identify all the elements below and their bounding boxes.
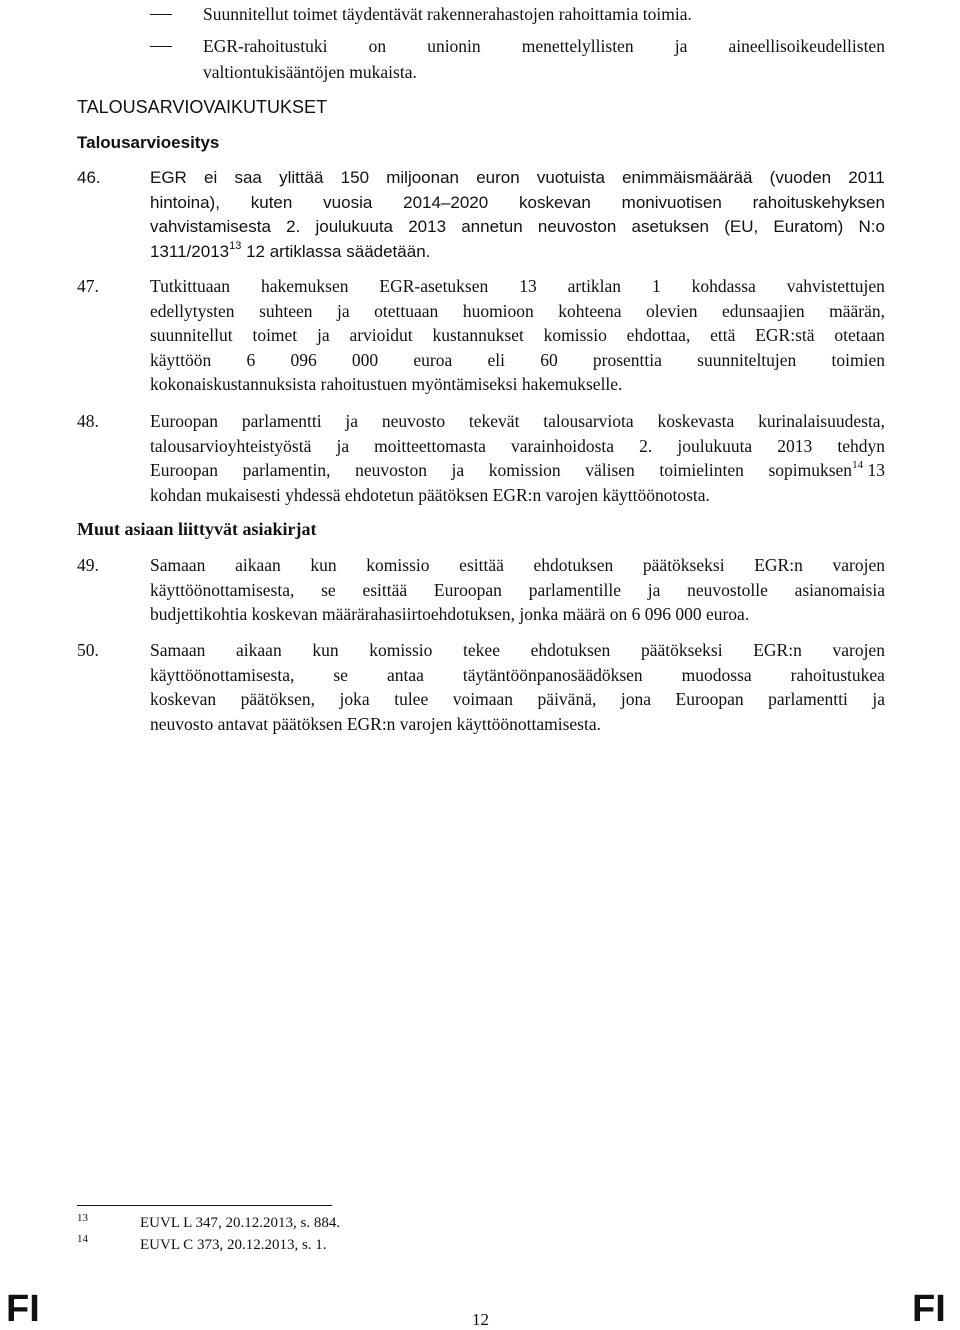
word: joulukuuta — [677, 435, 753, 456]
word: toimien — [831, 349, 885, 370]
word: komissio — [543, 325, 607, 345]
word: varojen — [832, 640, 885, 660]
word: aikaan — [235, 555, 281, 575]
word: ehdotuksen — [533, 555, 614, 575]
paragraph-50 — [150, 638, 885, 736]
word: varainhoidosta — [511, 435, 615, 456]
word: tekee — [463, 640, 500, 660]
paragraph-text: 12 artiklassa säädetään. — [241, 241, 431, 261]
footnote-ref[interactable]: 13 — [229, 239, 242, 252]
word: Euroopan — [433, 579, 502, 600]
bullet-text-justified — [203, 35, 885, 57]
word: tekevät — [468, 411, 520, 431]
word: hintoina), — [150, 192, 220, 212]
paragraph-number: 48. — [77, 411, 99, 431]
paragraph-46 — [150, 166, 885, 264]
word: Euratom) — [773, 217, 844, 236]
word: suhteen — [259, 300, 313, 321]
word: monivuotisen — [621, 192, 722, 212]
word: on — [368, 36, 387, 56]
word: 2. — [286, 217, 301, 236]
word: asianomaisia — [794, 579, 885, 600]
paragraph-row: kokonaiskustannuksista rahoitustuen myöntämiseksi hakemukselle. — [150, 374, 623, 394]
word: jona — [620, 689, 652, 709]
word: 2013 — [408, 217, 447, 236]
word: 1 — [651, 276, 661, 296]
paragraph-row — [150, 166, 885, 191]
word: eli — [487, 349, 505, 370]
word: 150 — [340, 168, 370, 187]
word: välisen — [585, 460, 635, 480]
word: kohdassa — [691, 276, 756, 296]
word: talousarvioyhteistyöstä — [150, 435, 312, 456]
word: 2014–2020 — [403, 192, 489, 212]
paragraph-row: budjettikohtia koskevan määrärahasiirtoehdotuksen, jonka määrä on 6 096 000 euroa. — [150, 604, 750, 624]
word: tulee — [394, 689, 429, 709]
paragraph-row — [150, 578, 885, 603]
word: ja — [345, 411, 359, 431]
word: päivänä, — [537, 689, 597, 709]
word: neuvostolle — [687, 579, 768, 600]
word: miljoonan — [386, 168, 459, 187]
word: käyttöönottamisesta, — [150, 664, 295, 685]
word: Euroopan — [150, 460, 219, 480]
word: varojen — [832, 555, 885, 575]
word: neuvoston — [355, 460, 428, 480]
word: käyttöön — [150, 349, 212, 370]
paragraph-row — [150, 409, 885, 434]
word: parlamentti — [768, 689, 848, 709]
language-code-left: FI — [6, 1288, 40, 1330]
word: 096 — [290, 349, 317, 370]
word: komissio — [366, 555, 430, 575]
paragraph-text: 13 — [863, 460, 885, 480]
word: esittää — [459, 555, 504, 575]
word: joka — [339, 689, 370, 709]
paragraph-number: 47. — [77, 276, 99, 296]
word: 2011 — [848, 168, 885, 187]
word: että — [710, 325, 736, 345]
footnote-separator — [77, 1205, 332, 1206]
paragraph-row — [150, 240, 885, 265]
word: rahoituskehyksen — [752, 192, 885, 212]
word: neuvoston — [537, 217, 617, 236]
word: komissio — [369, 640, 433, 660]
word: (EU, — [724, 217, 759, 236]
word: talousarviota — [543, 411, 634, 431]
word: saa — [234, 168, 262, 187]
word: edunsaajien — [721, 300, 805, 321]
word: täytäntöönpanosäädöksen — [462, 664, 643, 685]
bullet-text: valtiontukisääntöjen mukaista. — [203, 62, 417, 82]
word: hakemuksen — [260, 276, 349, 296]
paragraph-row — [150, 663, 885, 688]
word: ehdottaa, — [626, 325, 691, 345]
word: antaa — [386, 664, 424, 685]
word: 000 — [351, 349, 379, 370]
paragraph-number: 46. — [77, 168, 101, 187]
word: enimmäismäärää — [622, 168, 753, 187]
word: arvioidut — [349, 325, 413, 345]
word: (vuoden — [769, 168, 832, 187]
word: ei — [204, 168, 218, 187]
word: annetun — [461, 217, 523, 236]
bullet-dash — [150, 14, 172, 15]
word: aineellisoikeudellisten — [728, 36, 885, 56]
word: otetaan — [834, 325, 885, 345]
word: moitteettomasta — [374, 435, 486, 456]
word: parlamentille — [528, 579, 622, 600]
word: asetuksen — [631, 217, 709, 236]
word: prosenttia — [592, 349, 662, 370]
bullet-dash — [150, 46, 172, 47]
word: ja — [316, 325, 330, 345]
word: ja — [647, 579, 661, 600]
regulation-number: 1311/2013 — [150, 241, 230, 261]
page-number: 12 — [472, 1310, 489, 1329]
word: 6 — [246, 349, 256, 370]
subheading-related-documents: Muut asiaan liittyvät asiakirjat — [77, 519, 317, 539]
word: voimaan — [452, 689, 514, 709]
word: euron — [476, 168, 520, 187]
word: Tutkittuaan — [150, 276, 231, 296]
paragraph-row — [150, 191, 885, 216]
footnote-text: EUVL C 373, 20.12.2013, s. 1. — [140, 1237, 327, 1253]
word: olevien — [645, 300, 698, 321]
word: huomioon — [462, 300, 534, 321]
paragraph-48 — [150, 409, 885, 507]
word: 13 — [519, 276, 537, 296]
word: määrän, — [829, 300, 885, 321]
word: ja — [336, 435, 350, 456]
paragraph-row — [150, 274, 885, 299]
word: euroa — [413, 349, 453, 370]
word: kurinalaisuudesta, — [758, 411, 885, 431]
word: EGR:n — [753, 640, 802, 660]
word: kun — [310, 555, 337, 575]
word: unionin — [427, 36, 481, 56]
word: vahvistamisesta — [150, 217, 271, 236]
paragraph-row — [150, 553, 885, 578]
section-heading: TALOUSARVIOVAIKUTUKSET — [77, 97, 328, 117]
word: aikaan — [236, 640, 282, 660]
word: ylittää — [279, 168, 324, 187]
paragraph-row: kohdan mukaisesti yhdessä ehdotetun päätöksen EGR:n varojen käyttöönotosta. — [150, 484, 710, 505]
word: koskevan — [519, 192, 591, 212]
paragraph-47 — [150, 274, 885, 397]
word: otettuaan — [374, 300, 439, 321]
paragraph-row — [150, 323, 885, 348]
paragraph-number: 49. — [77, 555, 99, 575]
paragraph-row — [150, 638, 885, 663]
word: vuotuista — [536, 168, 605, 187]
word: ehdotuksen — [530, 640, 611, 660]
word: Euroopan — [675, 689, 744, 709]
paragraph-text-tail — [852, 460, 885, 480]
subheading-budget-proposal: Talousarvioesitys — [77, 133, 220, 152]
word: suunniteltujen — [697, 349, 797, 370]
word: N:o — [858, 217, 885, 236]
word: kuten — [250, 192, 293, 212]
word: päätökseksi — [640, 640, 723, 660]
footnote-text: EUVL L 347, 20.12.2013, s. 884. — [140, 1215, 341, 1231]
word: ja — [674, 36, 688, 56]
word: parlamentin, — [242, 460, 331, 480]
paragraph-row — [150, 215, 885, 240]
language-code-right: FI — [912, 1288, 946, 1330]
word: ja — [451, 460, 465, 480]
paragraph-row — [150, 687, 885, 712]
word: muodossa — [681, 664, 752, 685]
word: se — [321, 579, 336, 600]
word: kun — [312, 640, 339, 660]
word: EGR-asetuksen — [379, 276, 489, 296]
paragraph-row — [150, 458, 885, 483]
word: päätökseksi — [642, 555, 725, 575]
word: tehdyn — [837, 435, 885, 456]
word: kustannukset — [432, 325, 524, 345]
word: vuosia — [323, 192, 373, 212]
word: Euroopan — [150, 411, 219, 431]
paragraph-number: 50. — [77, 640, 99, 660]
paragraph-row: neuvosto antavat päätöksen EGR:n varojen käyttöönottamisesta. — [150, 713, 602, 734]
word: kohteena — [558, 300, 622, 321]
word: toimet — [252, 325, 298, 345]
word: käyttöönottamisesta, — [150, 579, 295, 600]
word: Samaan — [150, 640, 206, 660]
bullet-text: Suunnitellut toimet täydentävät rakennerahastojen rahoittamia toimia. — [203, 4, 692, 24]
word: EGR:stä — [755, 325, 815, 345]
paragraph-row — [150, 434, 885, 459]
word: esittää — [362, 579, 408, 600]
word: komission — [488, 460, 561, 480]
word: 2. — [639, 435, 653, 456]
word: ja — [872, 689, 885, 709]
word: Samaan — [150, 555, 206, 575]
word: koskevasta — [657, 411, 735, 431]
word: sopimuksen$^{14}$ 13 — [768, 459, 885, 480]
footnote-mark: 13 — [77, 1212, 88, 1224]
paragraph-row — [150, 299, 885, 324]
word: se — [333, 664, 348, 685]
footnote-mark: 14 — [77, 1233, 88, 1245]
word: 2013 — [777, 435, 813, 456]
word: rahoitustukea — [790, 664, 885, 685]
word: artiklan — [567, 276, 622, 296]
paragraph-49 — [150, 553, 885, 627]
word: vahvistettujen — [786, 276, 885, 296]
word: edellytysten — [150, 300, 235, 321]
word: ja — [337, 300, 350, 321]
word: suunnitellut — [150, 325, 233, 345]
word: EGR:n — [754, 555, 803, 575]
word: EGR — [150, 168, 187, 187]
paragraph-row — [150, 348, 885, 373]
word: toimielinten — [659, 460, 744, 480]
footnote-ref[interactable]: 14 — [852, 459, 864, 472]
word: päätöksen, — [240, 689, 315, 709]
word: joulukuuta — [315, 217, 394, 236]
word: 60 — [540, 349, 558, 370]
word: EGR-rahoitustuki — [203, 36, 328, 56]
word: koskevan — [150, 689, 217, 709]
word: parlamentti — [241, 411, 322, 431]
word: neuvosto — [381, 411, 446, 431]
word: menettelyllisten — [521, 36, 634, 56]
